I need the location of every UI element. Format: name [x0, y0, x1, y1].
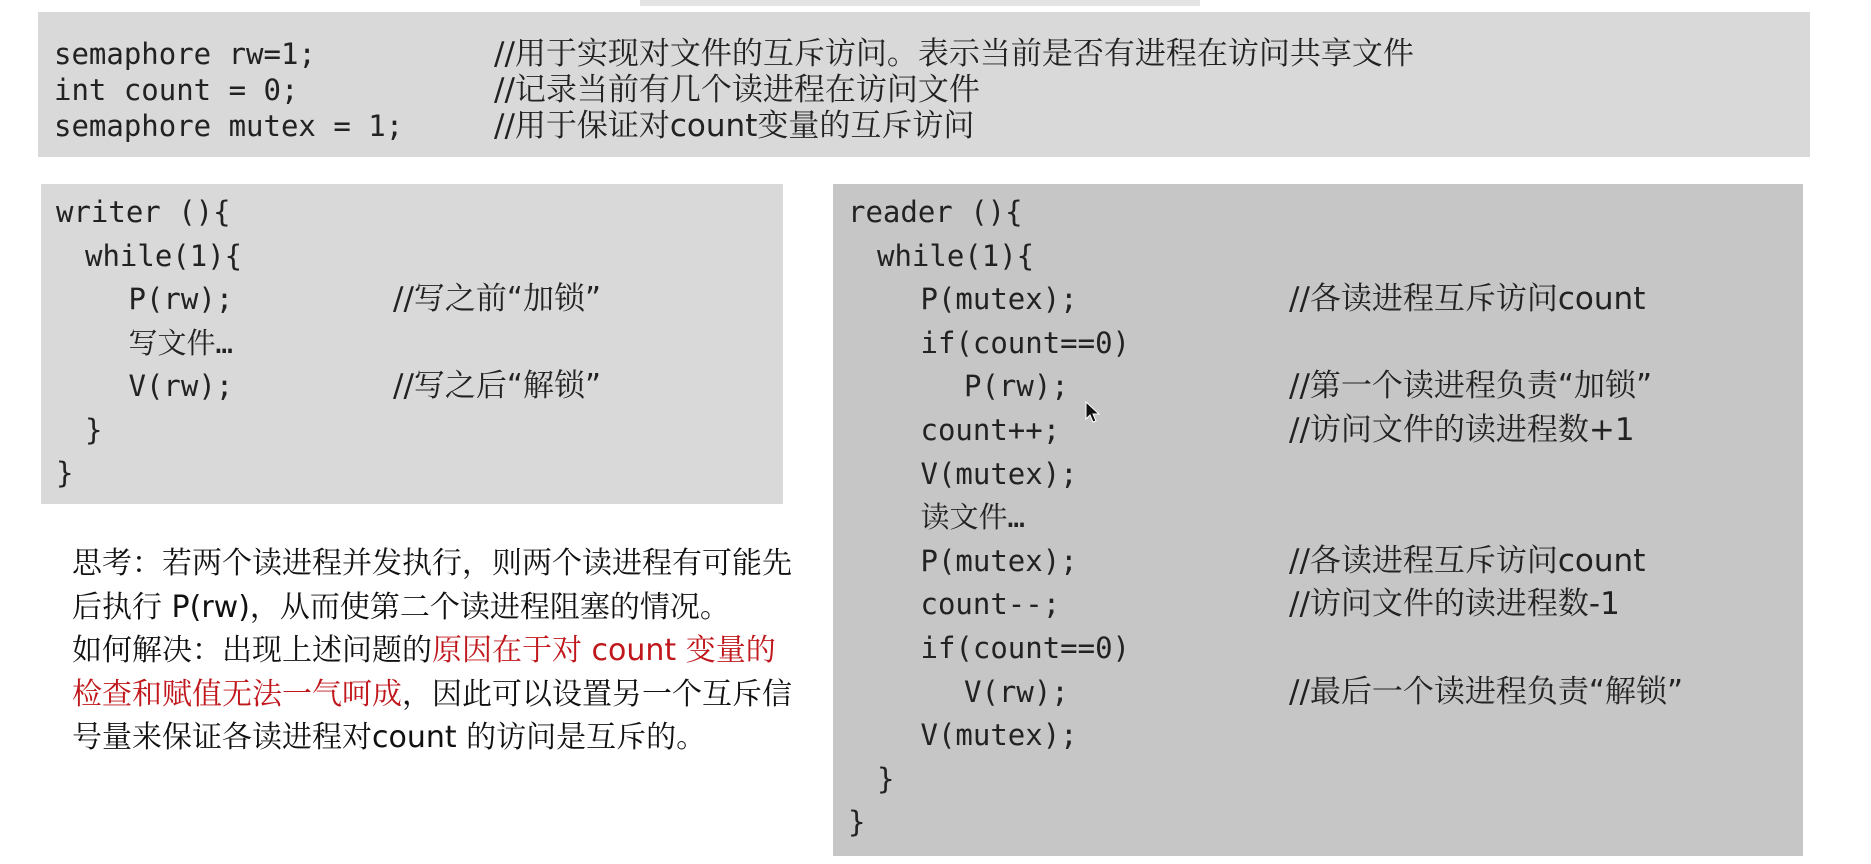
code-text: int count = 0;: [54, 73, 299, 107]
thinking-question: 思考：若两个读进程并发执行，则两个读进程有可能先后执行 P(rw)，从而使第二个读进程阻塞的情况。: [72, 546, 792, 625]
writer-code-panel: [41, 184, 783, 504]
reader-code-line: [848, 194, 1023, 230]
reader-code-panel: [833, 184, 1803, 856]
writer-code-line: [129, 368, 234, 404]
code-text: }: [877, 761, 895, 796]
writer-code-line: [85, 238, 242, 274]
reader-code-line: [921, 543, 1078, 579]
code-text: while(1){: [877, 238, 1035, 273]
reader-code-line: [964, 368, 1069, 404]
reader-code-line: [921, 630, 1131, 666]
declaration-line: [54, 72, 298, 108]
solution-prefix: 如何解决：出现上述问题的: [72, 633, 432, 668]
code-text: }: [85, 412, 103, 447]
declaration-line: [54, 36, 316, 72]
reader-code-line: [921, 325, 1131, 361]
code-text: count++;: [920, 413, 1061, 447]
reader-code-line: [921, 412, 1061, 448]
code-text: P(mutex);: [920, 543, 1078, 578]
code-text: V(mutex);: [920, 456, 1078, 491]
reader-code-line: [921, 456, 1078, 492]
mouse-cursor-icon: [1085, 401, 1101, 423]
code-text: count--;: [920, 587, 1061, 622]
code-text: }: [56, 456, 74, 490]
reader-code-line: [921, 717, 1078, 753]
code-comment: //各读进程互斥访问count: [1289, 542, 1646, 579]
code-text: V(mutex);: [920, 718, 1078, 753]
code-comment: //用于保证对count变量的互斥访问: [494, 108, 975, 144]
code-text: writer (){: [56, 195, 231, 229]
writer-code-line: [56, 455, 73, 491]
reader-code-line: [877, 761, 894, 797]
code-comment: //用于实现对文件的互斥访问。表示当前是否有进程在访问共享文件: [494, 36, 1414, 72]
code-text: P(rw);: [128, 282, 234, 316]
code-comment: //访问文件的读进程数-1: [1289, 586, 1620, 623]
code-text: if(count==0): [920, 631, 1131, 665]
code-comment: //记录当前有几个读进程在访问文件: [494, 72, 980, 108]
code-text: }: [848, 805, 866, 840]
code-text: while(1){: [85, 238, 243, 273]
code-text: reader (){: [848, 195, 1023, 229]
code-comment: //最后一个读进程负责“解锁”: [1289, 673, 1684, 710]
thinking-paragraph: [72, 542, 792, 760]
code-text: V(rw);: [964, 674, 1069, 709]
writer-code-line: [85, 412, 102, 448]
code-comment: //写之后“解锁”: [393, 368, 602, 404]
code-comment: //写之前“加锁”: [393, 281, 602, 317]
solution-highlight: 原因在于对 count 变量的检查和赋值无法一气呵成: [72, 633, 776, 712]
code-text: P(mutex);: [920, 282, 1078, 317]
thinking-solution: [72, 629, 792, 760]
reader-code-line: [877, 238, 1034, 274]
code-text: V(rw);: [128, 369, 234, 403]
reader-code-line: [921, 586, 1061, 622]
writer-code-line: [129, 325, 233, 361]
reader-code-line: [964, 674, 1069, 710]
code-comment: //各读进程互斥访问count: [1289, 281, 1646, 318]
code-text: if(count==0): [920, 325, 1131, 360]
reader-code-line: [921, 499, 1025, 535]
declarations-panel: [38, 12, 1810, 157]
code-comment: //访问文件的读进程数+1: [1289, 412, 1635, 448]
code-text: semaphore rw=1;: [54, 37, 316, 71]
code-text: P(rw);: [964, 369, 1069, 404]
reader-code-line: [921, 281, 1078, 317]
solution-suffix: ，因此可以设置另一个互斥信号量来保证各读进程对count 的访问是互斥的。: [72, 676, 792, 755]
code-text: 写文件…: [128, 325, 233, 360]
writer-code-line: [129, 281, 234, 317]
code-comment: //第一个读进程负责“加锁”: [1289, 368, 1653, 405]
top-slide-strip: [640, 0, 1200, 6]
declaration-line: [54, 108, 403, 144]
writer-code-line: [56, 194, 231, 230]
reader-code-line: [848, 804, 865, 840]
code-text: semaphore mutex = 1;: [54, 109, 404, 143]
code-text: 读文件…: [920, 500, 1025, 535]
